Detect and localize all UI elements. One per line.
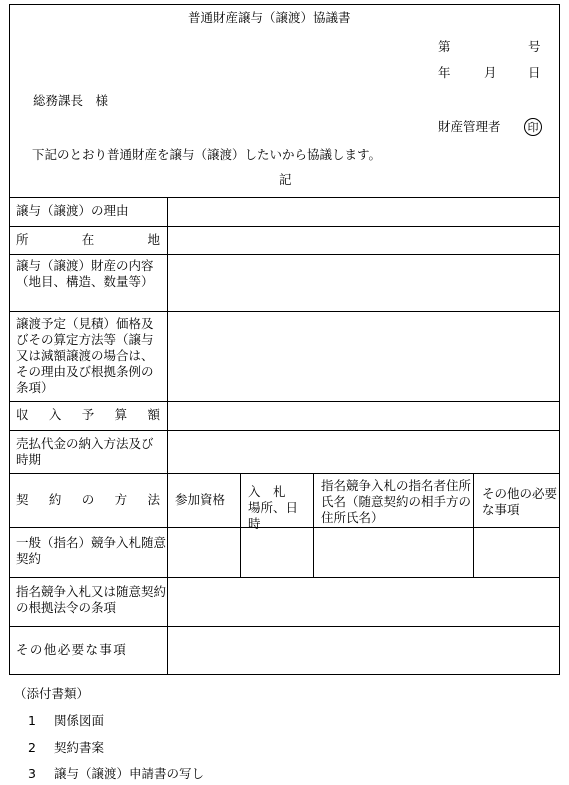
attachment-number: 1 bbox=[28, 713, 36, 728]
label-column-divider bbox=[167, 197, 168, 675]
row-divider bbox=[9, 226, 560, 227]
column-divider bbox=[473, 473, 474, 577]
document-title: 普通財産譲与（譲渡）協議書 bbox=[188, 10, 351, 25]
location-label: 所 在 地 bbox=[16, 232, 160, 247]
qualification-header: 参加資格 bbox=[175, 492, 226, 507]
row-divider bbox=[9, 254, 560, 255]
attachment-number: 3 bbox=[28, 766, 36, 781]
row-divider bbox=[9, 577, 560, 578]
column-divider bbox=[240, 473, 241, 577]
sender-title: 財産管理者 bbox=[438, 119, 501, 134]
legal-basis-label: 指名競争入札又は随意契約の根拠法令の条項 bbox=[16, 584, 167, 615]
content-label: 譲与（譲渡）財産の内容（地目、構造、数量等） bbox=[16, 258, 154, 289]
bidding-place-header: 入 札 場所、日時 bbox=[248, 484, 299, 531]
attachment-item: 関係図面 bbox=[54, 713, 105, 728]
table-top-border bbox=[9, 197, 560, 198]
contract-method-label: 契 約 の 方 法 bbox=[16, 492, 160, 507]
seal-mark: 印 bbox=[524, 118, 542, 136]
general-bidding-label: 一般（指名）競争入札随意契約 bbox=[16, 535, 167, 566]
designated-header: 指名競争入札の指名者住所氏名（随意契約の相手方の住所氏名） bbox=[321, 478, 472, 525]
intro-sentence: 下記のとおり普通財産を譲与（譲渡）したいから協議します。 bbox=[32, 147, 382, 162]
number-go: 号 bbox=[528, 39, 541, 54]
date-day: 日 bbox=[528, 65, 541, 80]
ki-heading: 記 bbox=[279, 172, 292, 187]
row-divider bbox=[9, 430, 560, 431]
attachment-number: 2 bbox=[28, 740, 36, 755]
price-label: 譲渡予定（見積）価格及びその算定方法等（譲与又は減額譲渡の場合は、その理由及び根拠条例の条項） bbox=[16, 316, 154, 395]
payment-label: 売払代金の納入方法及び時期 bbox=[16, 436, 154, 467]
attachment-item: 契約書案 bbox=[54, 740, 105, 755]
column-divider bbox=[313, 473, 314, 577]
date-month: 月 bbox=[484, 65, 497, 80]
row-divider bbox=[9, 311, 560, 312]
row-divider bbox=[9, 626, 560, 627]
other-matters-label: その他必要な事項 bbox=[16, 642, 128, 657]
attachments-heading: （添付書類） bbox=[14, 686, 90, 701]
other-matters-header: その他の必要な事項 bbox=[482, 486, 558, 517]
attachment-item: 譲与（譲渡）申請書の写し bbox=[54, 766, 205, 781]
addressee: 総務課長 様 bbox=[33, 93, 109, 108]
number-dai: 第 bbox=[438, 39, 451, 54]
date-year: 年 bbox=[438, 65, 451, 80]
row-divider bbox=[9, 401, 560, 402]
budget-label: 収 入 予 算 額 bbox=[16, 407, 160, 422]
reason-label: 譲与（譲渡）の理由 bbox=[16, 203, 129, 218]
row-divider bbox=[9, 473, 560, 474]
